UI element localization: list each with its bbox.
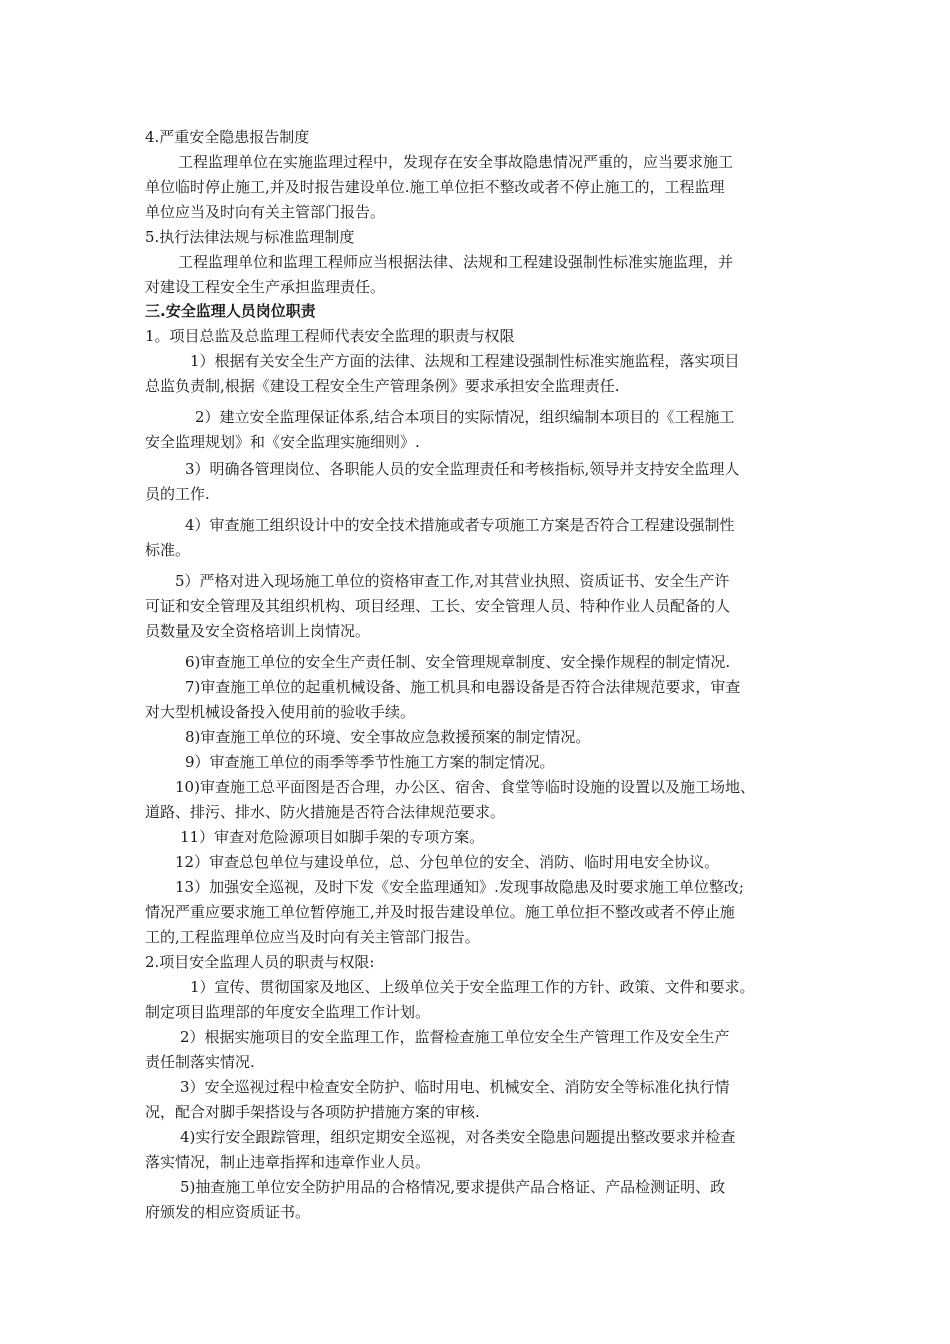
text-line: 总监负责制,根据《建设工程安全生产管理条例》要求承担安全监理责任. [145,377,620,395]
text-line: 落实情况，制止违章指挥和违章作业人员。 [145,1153,431,1171]
text-line: 工的,工程监理单位应当及时向有关主管部门报告。 [145,928,480,946]
text-line: 2）根据实施项目的安全监理工作，监督检查施工单位安全生产管理工作及安全生产 [180,1028,730,1046]
chapter-heading: 三.安全监理人员岗位职责 [145,302,316,320]
text-line: 员的工作. [145,485,210,503]
text-line: 5）严格对进入现场施工单位的资格审查工作,对其营业执照、资质证书、安全生产许 [175,572,730,590]
text-line: 1）根据有关安全生产方面的法律、法规和工程建设强制性标准实施监程，落实项目 [190,352,740,370]
text-line: 7)审查施工单位的起重机械设备、施工机具和电器设备是否符合法律规范要求，审查 [185,678,741,696]
text-line: 责任制落实情况. [145,1053,255,1071]
text-line: 1）宣传、贯彻国家及地区、上级单位关于安全监理工作的方针、政策、文件和要求。 [190,978,755,996]
text-line: 对大型机械设备投入使用前的验收手续。 [145,703,416,721]
text-line: 情况严重应要求施工单位暂停施工,并及时报告建设单位。施工单位拒不整改或者不停止施 [145,903,735,921]
text-line: 府颁发的相应资质证书。 [145,1203,311,1221]
text-line: 工程监理单位在实施监理过程中，发现存在安全事故隐患情况严重的，应当要求施工 [178,153,734,171]
text-line: 工程监理单位和监理工程师应当根据法律、法规和工程建设强制性标准实施监理，并 [178,253,734,271]
text-line: 3）明确各管理岗位、各职能人员的安全监理责任和考核指标,领导并支持安全监理人 [185,460,740,478]
text-line: 3）安全巡视过程中检查安全防护、临时用电、机械安全、消防安全等标准化执行情 [180,1078,730,1096]
text-line: 13）加强安全巡视，及时下发《安全监理通知》.发现事故隐患及时要求施工单位整改; [175,878,744,896]
text-line: 6)审查施工单位的安全生产责任制、安全管理规章制度、安全操作规程的制定情况. [185,653,731,671]
text-line: 制定项目监理部的年度安全监理工作计划。 [145,1003,431,1021]
text-line: 安全监理规划》和《安全监理实施细则》. [145,433,420,451]
text-line: 10)审查施工总平面图是否合理，办公区、宿舍、食堂等临时设施的设置以及施工场地、 [175,778,755,796]
subsection-heading-1: 1。项目总监及总监理工程师代表安全监理的职责与权限 [145,327,515,345]
text-line: 对建设工程安全生产承担监理责任。 [145,278,386,296]
section-heading-4: 4.严重安全隐患报告制度 [145,128,310,146]
text-line: 2）建立安全监理保证体系,结合本项目的实际情况，组织编制本项目的《工程施工 [195,408,735,426]
text-line: 况，配合对脚手架搭设与各项防护措施方案的审核. [145,1103,480,1121]
text-line: 单位临时停止施工,并及时报告建设单位.施工单位拒不整改或者不停止施工的，工程监理 [145,178,725,196]
text-line: 12）审查总包单位与建设单位，总、分包单位的安全、消防、临时用电安全协议。 [175,853,720,871]
text-line: 可证和安全管理及其组织机构、项目经理、工长、安全管理人员、特种作业人员配备的人 [145,597,731,615]
text-line: 11）审查对危险源项目如脚手架的专项方案。 [180,828,485,846]
text-line: 8)审查施工单位的环境、安全事故应急救援预案的制定情况。 [185,728,591,746]
text-line: 4）审查施工组织设计中的安全技术措施或者专项施工方案是否符合工程建设强制性 [185,516,735,534]
text-line: 员数量及安全资格培训上岗情况。 [145,622,371,640]
text-line: 9）审查施工单位的雨季等季节性施工方案的制定情况。 [185,753,555,771]
text-line: 4)实行安全跟踪管理，组织定期安全巡视，对各类安全隐患问题提出整改要求并检查 [180,1128,736,1146]
section-heading-5: 5.执行法律法规与标准监理制度 [145,228,355,246]
subsection-heading-2: 2.项目安全监理人员的职责与权限: [145,953,375,971]
text-line: 标准。 [145,541,191,559]
text-line: 单位应当及时向有关主管部门报告。 [145,203,386,221]
text-line: 5)抽查施工单位安全防护用品的合格情况,要求提供产品合格证、产品检测证明、政 [180,1178,726,1196]
text-line: 道路、排污、排水、防火措施是否符合法律规范要求。 [145,803,506,821]
